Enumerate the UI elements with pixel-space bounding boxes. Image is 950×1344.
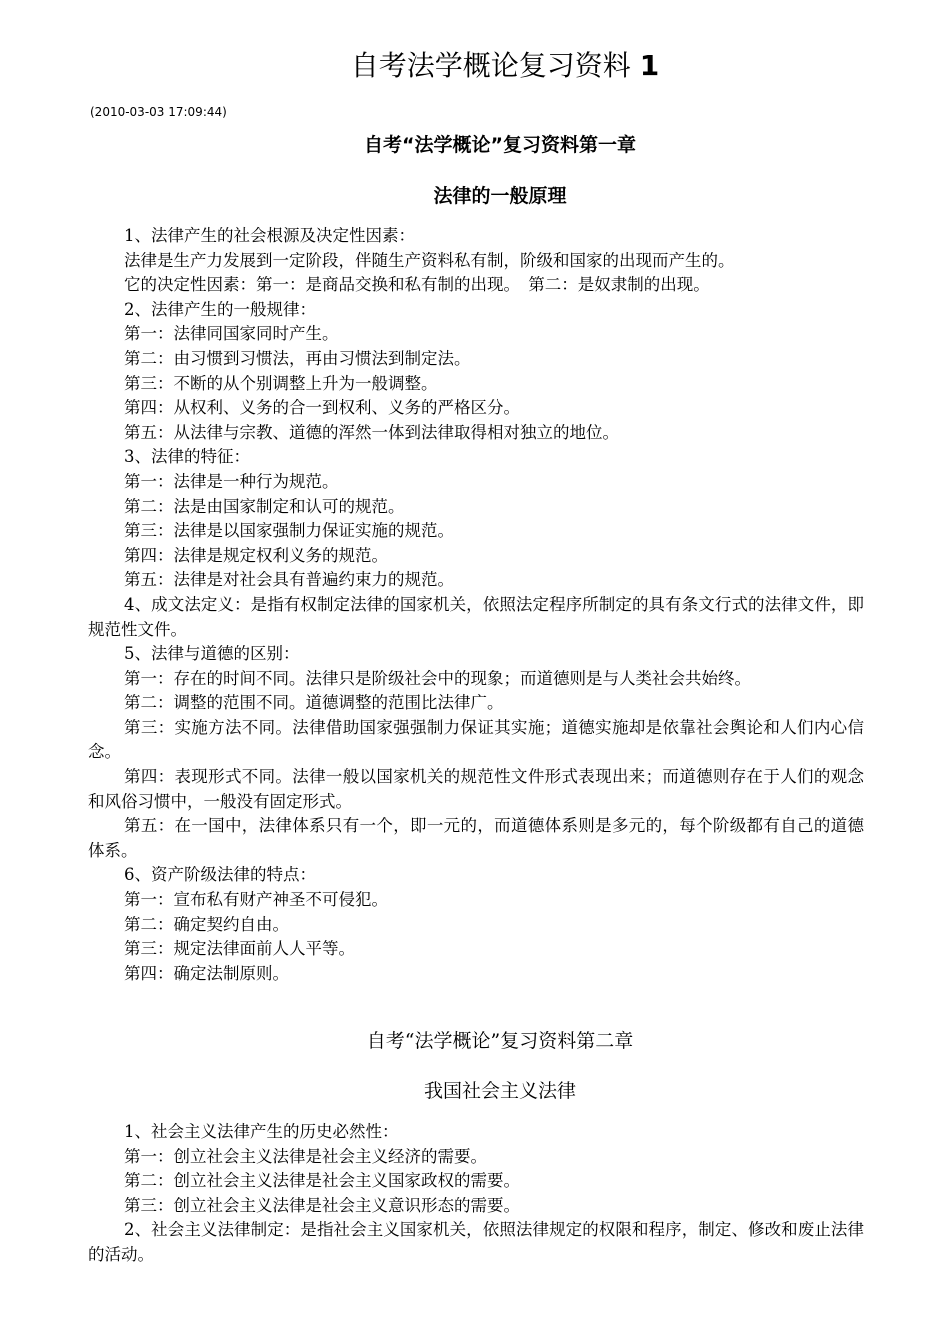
paragraph: 第四：从权利、义务的合一到权利、义务的严格区分。 xyxy=(124,398,520,418)
chapter1-subheading: 法律的一般原理 xyxy=(433,185,567,207)
paragraph: 第三：实施方法不同。法律借助国家强强制力保证其实施；道德实施却是依靠社会舆论和人们内心信念。 xyxy=(88,717,864,762)
paragraph: 第一：法律同国家同时产生。 xyxy=(124,324,339,344)
paragraph: 第五：在一国中，法律体系只有一个，即一元的，而道德体系则是多元的，每个阶级都有自己的道德体系。 xyxy=(88,816,864,860)
paragraph: 1、社会主义法律产生的历史必然性： xyxy=(124,1122,399,1141)
paragraph: 第一：创立社会主义法律是社会主义经济的需要。 xyxy=(124,1146,487,1166)
paragraph: 第五：从法律与宗教、道德的浑然一体到法律取得相对独立的地位。 xyxy=(124,422,619,442)
chapter2-heading: 自考“法学概论”复习资料第二章 xyxy=(366,1030,634,1052)
paragraph: 第三：创立社会主义法律是社会主义意识形态的需要。 xyxy=(124,1195,520,1215)
paragraph: 第一：法律是一种行为规范。 xyxy=(124,471,339,491)
paragraph: 第二：法是由国家制定和认可的规范。 xyxy=(124,496,405,516)
paragraph: 第四：确定法制原则。 xyxy=(124,963,289,983)
paragraph: 第三：规定法律面前人人平等。 xyxy=(124,939,355,959)
chapter1-body xyxy=(88,224,864,986)
paragraph: 第二：调整的范围不同。道德调整的范围比法律广。 xyxy=(124,693,504,713)
paragraph: 4、成文法定义：是指有权制定法律的国家机关，依照法定程序所制定的具有条文行式的法律文件，即规范性文件。 xyxy=(88,594,864,639)
paragraph: 6、资产阶级法律的特点： xyxy=(124,865,316,885)
chapter2-body xyxy=(88,1120,864,1268)
paragraph: 第三：不断的从个别调整上升为一般调整。 xyxy=(124,373,438,393)
paragraph: 第四：表现形式不同。法律一般以国家机关的规范性文件形式表现出来；而道德则存在于人们的观念和风俗习惯中，一般没有固定形式。 xyxy=(88,767,864,811)
paragraph: 第一：存在的时间不同。法律只是阶级社会中的现象；而道德则是与人类社会共始终。 xyxy=(124,668,751,688)
document-title xyxy=(0,48,950,84)
paragraph: 2、社会主义法律制定：是指社会主义国家机关，依照法律规定的权限和程序，制定、修改和废止法律的活动。 xyxy=(88,1220,864,1264)
paragraph: 法律是生产力发展到一定阶段，伴随生产资料私有制，阶级和国家的出现而产生的。 xyxy=(124,250,735,270)
paragraph: 第三：法律是以国家强制力保证实施的规范。 xyxy=(124,521,454,541)
paragraph: 第五：法律是对社会具有普遍约束力的规范。 xyxy=(124,570,454,590)
chapter2-subheading: 我国社会主义法律 xyxy=(423,1080,576,1102)
paragraph: 第一：宣布私有财产神圣不可侵犯。 xyxy=(124,890,388,910)
paragraph: 2、法律产生的一般规律： xyxy=(124,299,316,319)
title-number: 1 xyxy=(639,49,660,82)
paragraph: 1、法律产生的社会根源及决定性因素： xyxy=(124,226,415,245)
paragraph: 第二：确定契约自由。 xyxy=(124,914,289,934)
paragraph: 第四：法律是规定权利义务的规范。 xyxy=(124,545,388,565)
paragraph: 第二：由习惯到习惯法，再由习惯法到制定法。 xyxy=(124,348,471,368)
paragraph: 它的决定性因素：第一：是商品交换和私有制的出现。 第二：是奴隶制的出现。 xyxy=(124,275,710,295)
title-text: 自考法学概论复习资料 xyxy=(350,49,631,82)
paragraph: 5、法律与道德的区别： xyxy=(124,644,300,664)
paragraph: 3、法律的特征： xyxy=(124,447,250,467)
chapter1-heading: 自考“法学概论”复习资料第一章 xyxy=(364,134,636,156)
paragraph: 第二：创立社会主义法律是社会主义国家政权的需要。 xyxy=(124,1171,520,1191)
post-timestamp: (2010-03-03 17:09:44) xyxy=(90,105,227,119)
